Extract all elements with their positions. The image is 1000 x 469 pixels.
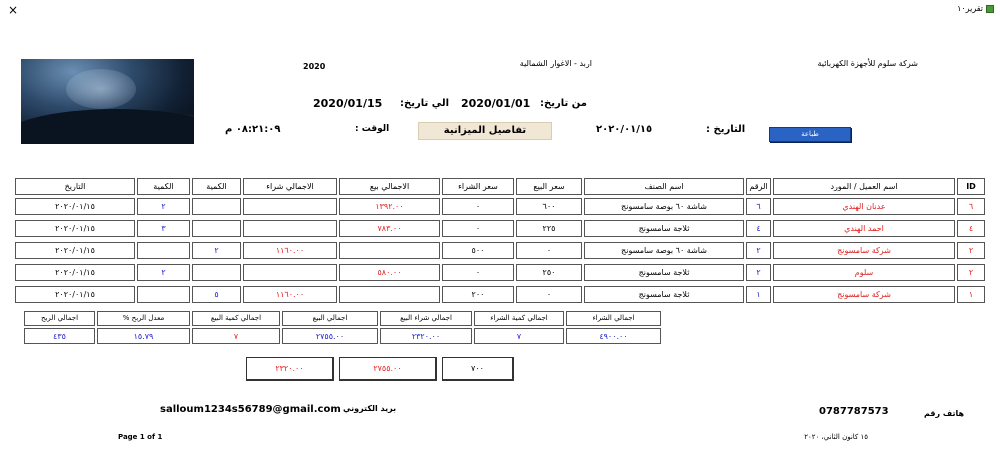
phone-label: هاتف رقم: [924, 409, 964, 418]
row-qty-sell: ٢: [137, 264, 190, 281]
row-total-buy: [243, 264, 337, 281]
row-qty-sell: [137, 286, 190, 303]
row-qty-buy: ٢: [192, 242, 241, 259]
row-total-sell: [339, 286, 440, 303]
location: اربد - الاغوار الشمالية: [519, 59, 592, 68]
from-date-value: 2020/01/01: [461, 97, 531, 110]
row-sell-price: ٠: [516, 242, 582, 259]
row-total-buy: ١١٦٠.٠٠: [243, 286, 337, 303]
row-buy-price: ٠: [442, 264, 514, 281]
header-date: التاريخ: [15, 178, 135, 195]
summary-header-profit-rate: معدل الربح %: [97, 311, 190, 326]
row-id: ٤: [957, 220, 985, 237]
close-icon[interactable]: ×: [8, 3, 19, 17]
header-qty-buy: الكمية: [192, 178, 241, 195]
header-total-sell: الاجمالي بيع: [339, 178, 440, 195]
header-buy-price: سعر الشراء: [442, 178, 514, 195]
summary-total-buy-qty: ٧: [474, 328, 564, 344]
report-title: تفاصيل الميزانية: [418, 122, 552, 140]
row-total-sell: ١٣٩٢.٠٠: [339, 198, 440, 215]
row-customer[interactable]: احمد الهندي: [773, 220, 955, 237]
email-value: salloum1234s56789@gmail.com: [160, 404, 341, 415]
header-qty-sell: الكمية: [137, 178, 190, 195]
row-buy-price: ٠: [442, 220, 514, 237]
row-number: ١: [746, 286, 771, 303]
summary-header-total-buy-qty: اجمالي كمية الشراء: [474, 311, 564, 326]
row-item: شاشة ٦٠ بوصة سامسونج: [584, 242, 744, 259]
row-total-buy: [243, 220, 337, 237]
row-customer[interactable]: عدنان الهندي: [773, 198, 955, 215]
row-item: شاشة ٦٠ بوصة سامسونج: [584, 198, 744, 215]
row-sell-price: ٦٠٠: [516, 198, 582, 215]
row-item: ثلاجة سامسونج: [584, 264, 744, 281]
report-photo: [21, 59, 194, 144]
page-number: Page 1 of 1: [118, 433, 163, 441]
row-sell-price: ٠: [516, 286, 582, 303]
summary-header-total-buy: اجمالي الشراء: [566, 311, 661, 326]
to-date-label: الي تاريخ:: [400, 98, 450, 109]
report-year: 2020: [303, 62, 326, 71]
row-customer[interactable]: شركة سامسونج: [773, 242, 955, 259]
row-number: ٦: [746, 198, 771, 215]
summary-total-profit: ٤٣٥: [24, 328, 95, 344]
row-total-sell: ٧٨٣.٠٠: [339, 220, 440, 237]
to-date-value: 2020/01/15: [313, 97, 383, 110]
summary-header-total-sell-qty: اجمالي كمية البيع: [192, 311, 280, 326]
summary-total-sell-qty: ٧: [192, 328, 280, 344]
header-number: الرقم: [746, 178, 771, 195]
from-date-label: من تاريخ:: [540, 98, 587, 109]
summary-header-total-profit: اجمالي الربح: [24, 311, 95, 326]
row-qty-sell: ٢: [137, 198, 190, 215]
row-item: ثلاجة سامسونج: [584, 220, 744, 237]
row-number: ٢: [746, 242, 771, 259]
row-item: ثلاجة سامسونج: [584, 286, 744, 303]
row-customer[interactable]: سلوم: [773, 264, 955, 281]
row-buy-price: ٢٠٠: [442, 286, 514, 303]
summary-total-buy: ٤٩٠٠.٠٠: [566, 328, 661, 344]
date-label: التاريخ :: [706, 124, 746, 135]
time-label: الوقت :: [355, 124, 390, 134]
row-date: ٢٠٢٠/٠١/١٥: [15, 286, 135, 303]
row-sell-price: ٢٥٠: [516, 264, 582, 281]
company-name: شركة سلوم للأجهزة الكهربائية: [817, 59, 918, 68]
header-total-buy: الاجمالي شراء: [243, 178, 337, 195]
row-customer[interactable]: شركة سامسونج: [773, 286, 955, 303]
print-button[interactable]: طباعة: [769, 127, 851, 142]
row-qty-buy: ٥: [192, 286, 241, 303]
total-buy: ٢٣٢٠.٠٠: [246, 357, 334, 381]
footer-date: ١٥ كانون الثاني، ٢٠٢٠: [804, 433, 868, 441]
header-sell-price: سعر البيع: [516, 178, 582, 195]
summary-header-total-sell: اجمالي البيع: [282, 311, 378, 326]
row-date: ٢٠٢٠/٠١/١٥: [15, 264, 135, 281]
summary-total-sell: ٢٧٥٥.٠٠: [282, 328, 378, 344]
row-total-sell: [339, 242, 440, 259]
date-value: ٢٠٢٠/٠١/١٥: [596, 124, 653, 135]
row-buy-price: ٠: [442, 198, 514, 215]
total-sell: ٢٧٥٥.٠٠: [339, 357, 437, 381]
row-date: ٢٠٢٠/٠١/١٥: [15, 242, 135, 259]
email-label: بريد الكتروني: [343, 404, 397, 413]
row-date: ٢٠٢٠/٠١/١٥: [15, 220, 135, 237]
row-id: ١: [957, 286, 985, 303]
row-qty-sell: ٣: [137, 220, 190, 237]
summary-header-total-buy-of-sell: اجمالي شراء البيع: [380, 311, 472, 326]
row-number: ٢: [746, 264, 771, 281]
report-icon: [986, 5, 994, 13]
row-date: ٢٠٢٠/٠١/١٥: [15, 198, 135, 215]
phone-value: 0787787573: [819, 406, 889, 417]
header-customer: اسم العميل / المورد: [773, 178, 955, 195]
header-id: ID: [957, 178, 985, 195]
time-value: ٠٨:٢١:٠٩ م: [225, 124, 281, 135]
row-total-buy: ١١٦٠.٠٠: [243, 242, 337, 259]
row-qty-sell: [137, 242, 190, 259]
summary-total-buy-of-sell: ٢٣٢٠.٠٠: [380, 328, 472, 344]
row-sell-price: ٢٢٥: [516, 220, 582, 237]
row-qty-buy: [192, 220, 241, 237]
header-item: اسم الصنف: [584, 178, 744, 195]
row-buy-price: ٥٠٠: [442, 242, 514, 259]
window-title: [957, 4, 994, 13]
row-id: ٢: [957, 242, 985, 259]
row-id: ٦: [957, 198, 985, 215]
row-id: ٢: [957, 264, 985, 281]
row-qty-buy: [192, 198, 241, 215]
row-number: ٤: [746, 220, 771, 237]
total-qty: ٧٠٠: [442, 357, 514, 381]
row-total-sell: ٥٨٠.٠٠: [339, 264, 440, 281]
summary-profit-rate: ١٥.٧٩: [97, 328, 190, 344]
row-qty-buy: [192, 264, 241, 281]
window-title-text: تقرير١٠: [957, 4, 983, 13]
row-total-buy: [243, 198, 337, 215]
